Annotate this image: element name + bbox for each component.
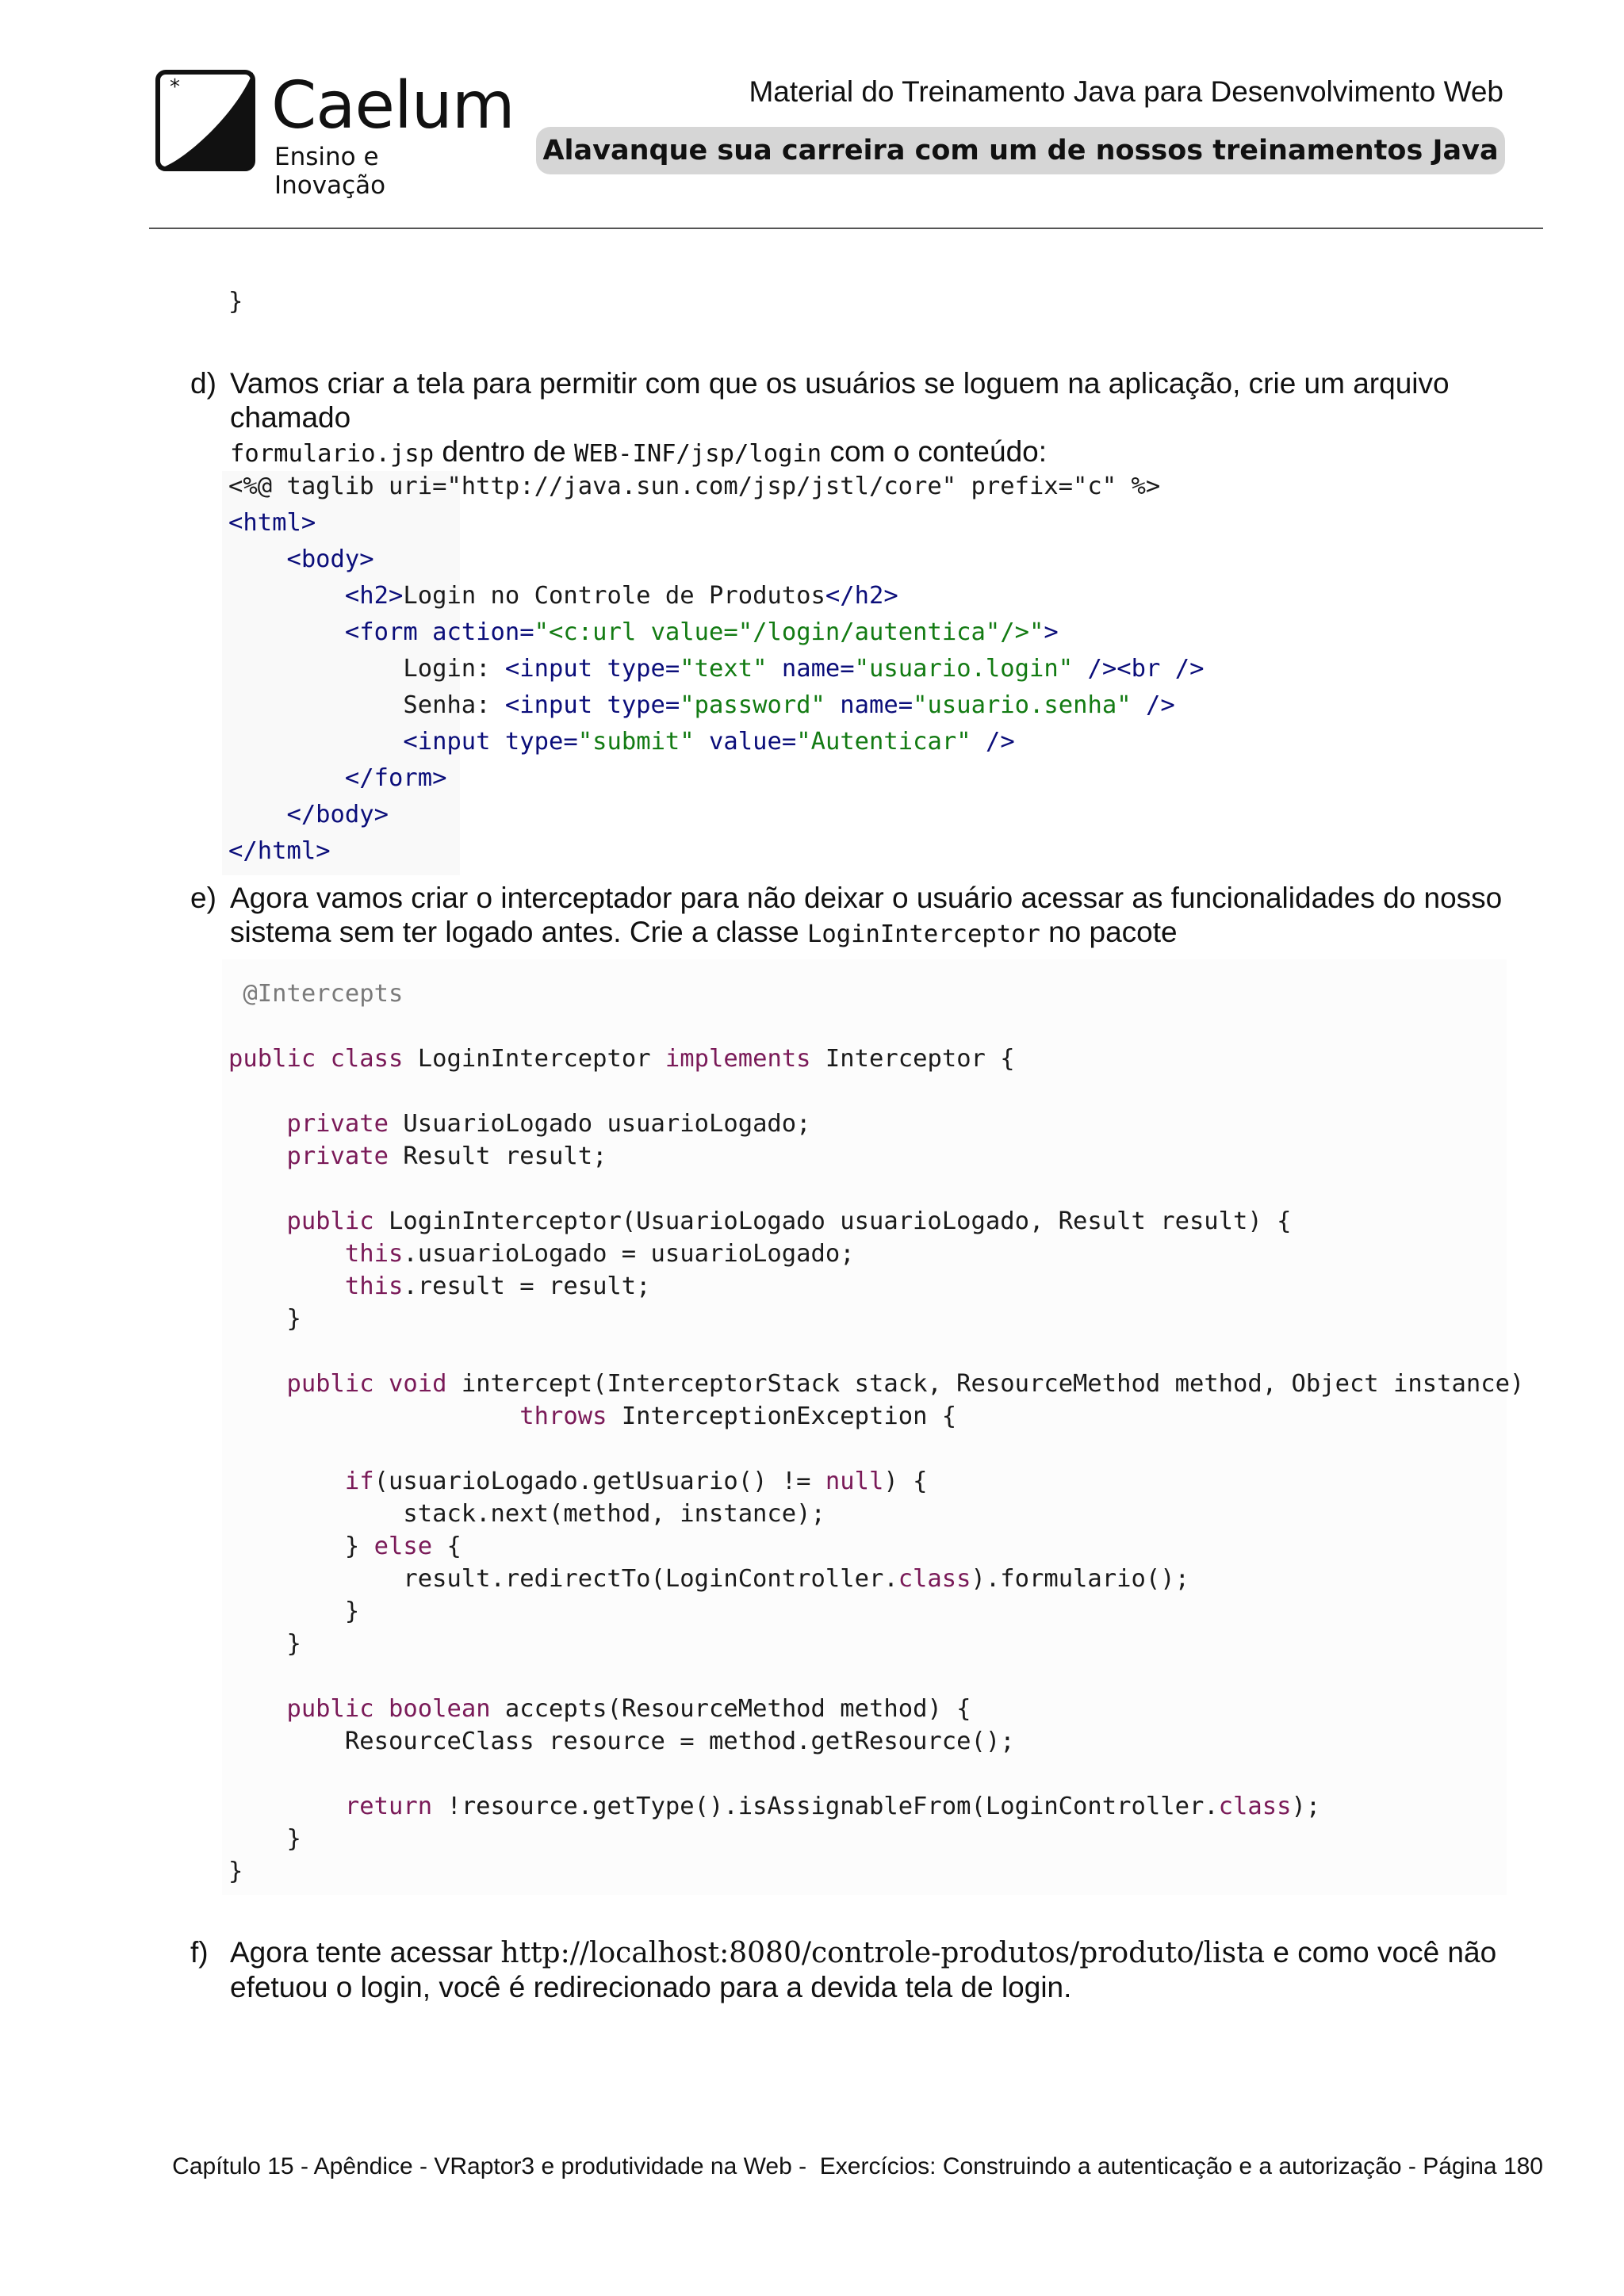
logo-tagline: Ensino e Inovação xyxy=(274,143,386,200)
code-line: public LoginInterceptor(UsuarioLogado usuarioLogado, Result result) { xyxy=(286,1207,1292,1235)
code-line: return !resource.getType().isAssignableFrom(LoginController.class); xyxy=(344,1793,1321,1820)
item-marker: d) xyxy=(190,367,216,400)
exercise-item-f xyxy=(190,1935,1543,2004)
code-line: public void intercept(InterceptorStack stack, ResourceMethod method, Object instance) xyxy=(286,1370,1525,1398)
item-marker: e) xyxy=(190,882,216,914)
code-line: @Intercepts xyxy=(228,980,404,1008)
code-continuation-brace: } xyxy=(228,288,243,316)
code-line: <input type="submit" value="Autenticar" /> xyxy=(403,728,1015,756)
header-banner xyxy=(536,127,1505,174)
code-line: public class LoginInterceptor implements Interceptor { xyxy=(228,1045,1015,1073)
jsp-code-block xyxy=(228,469,1204,870)
code-line: this.usuarioLogado = usuarioLogado; xyxy=(344,1240,855,1268)
header-banner-text: Alavanque sua carreira com um de nossos treinamentos Java xyxy=(542,135,1499,166)
code-line: } xyxy=(228,1598,360,1625)
code-line: throws InterceptionException { xyxy=(519,1402,957,1430)
header-divider xyxy=(149,228,1543,229)
url-text: http://localhost:8080/controle-produtos/produto/lista xyxy=(500,1937,1266,1969)
class-name: LoginInterceptor xyxy=(807,920,1040,948)
item-text: Agora tente acessar http://localhost:8080/controle-produtos/produto/lista e como você não efetuou o login, você é redirecionado para a devida tela de login. xyxy=(230,1936,1497,2003)
code-line xyxy=(228,1758,1524,1790)
header-title: Material do Treinamento Java para Desenvolvimento Web xyxy=(749,75,1503,108)
code-line: </html> xyxy=(228,837,331,865)
page-footer: Capítulo 15 - Apêndice - VRaptor3 e produtividade na Web - Exercícios: Construindo a autenticação e a autorização - Página 180 xyxy=(172,2153,1543,2179)
logo-name: Caelum xyxy=(271,68,515,144)
code-line: <h2>Login no Controle de Produtos</h2> xyxy=(344,582,898,610)
code-line: public boolean accepts(ResourceMethod method) { xyxy=(286,1695,971,1723)
code-line: Senha: <input type="password" name="usuario.senha" /> xyxy=(228,691,1175,719)
code-line: this.result = result; xyxy=(344,1272,651,1300)
caelum-logo xyxy=(155,68,515,200)
code-line: </body> xyxy=(286,801,389,828)
code-line: private UsuarioLogado usuarioLogado; xyxy=(286,1110,811,1138)
code-line: <body> xyxy=(286,545,374,573)
exercise-item-d xyxy=(190,366,1543,471)
code-line: <%@ taglib uri="http://java.sun.com/jsp/jstl/core" prefix="c" %> xyxy=(228,473,1161,500)
code-line xyxy=(228,1433,1524,1465)
file-name: formulario.jsp xyxy=(230,440,435,468)
code-line: <html> xyxy=(228,509,316,537)
code-line: } xyxy=(228,1305,301,1333)
code-line: ResourceClass resource = method.getResource(); xyxy=(228,1728,1015,1755)
item-marker: f) xyxy=(190,1936,209,1969)
code-line: </form> xyxy=(344,764,447,792)
code-line: result.redirectTo(LoginController.class).formulario(); xyxy=(228,1565,1189,1593)
code-line xyxy=(228,1335,1524,1368)
code-line: <form action="<c:url value="/login/autentica"/>"> xyxy=(344,618,1059,646)
code-line: private Result result; xyxy=(286,1142,607,1170)
code-line xyxy=(228,1660,1524,1693)
caelum-logo-icon xyxy=(155,70,255,171)
code-line: } xyxy=(228,1858,243,1885)
svg-text:*: * xyxy=(170,75,180,99)
code-line: Login: <input type="text" name="usuario.login" /><br /> xyxy=(228,655,1205,683)
java-code-block xyxy=(228,978,1524,1888)
code-line xyxy=(228,1010,1524,1043)
item-text: Agora vamos criar o interceptador para não deixar o usuário acessar as funcionalidades do nosso sistema sem ter logado antes. Crie a classe LoginInterceptor no pacote xyxy=(230,881,1543,988)
code-line: } else { xyxy=(228,1533,462,1560)
code-line: } xyxy=(228,1630,301,1658)
code-line: stack.next(method, instance); xyxy=(228,1500,825,1528)
code-line xyxy=(228,1075,1524,1108)
item-text: Vamos criar a tela para permitir com que os usuários se loguem na aplicação, crie um arquivo chamado formulario.jsp dentro de WEB-INF/jsp/login com o conteúdo: xyxy=(230,367,1450,468)
page-header xyxy=(0,0,1624,230)
code-line: } xyxy=(228,1825,301,1853)
code-line xyxy=(228,1173,1524,1205)
code-line: if(usuarioLogado.getUsuario() != null) { xyxy=(344,1468,928,1495)
folder-path: WEB-INF/jsp/login xyxy=(574,440,822,468)
